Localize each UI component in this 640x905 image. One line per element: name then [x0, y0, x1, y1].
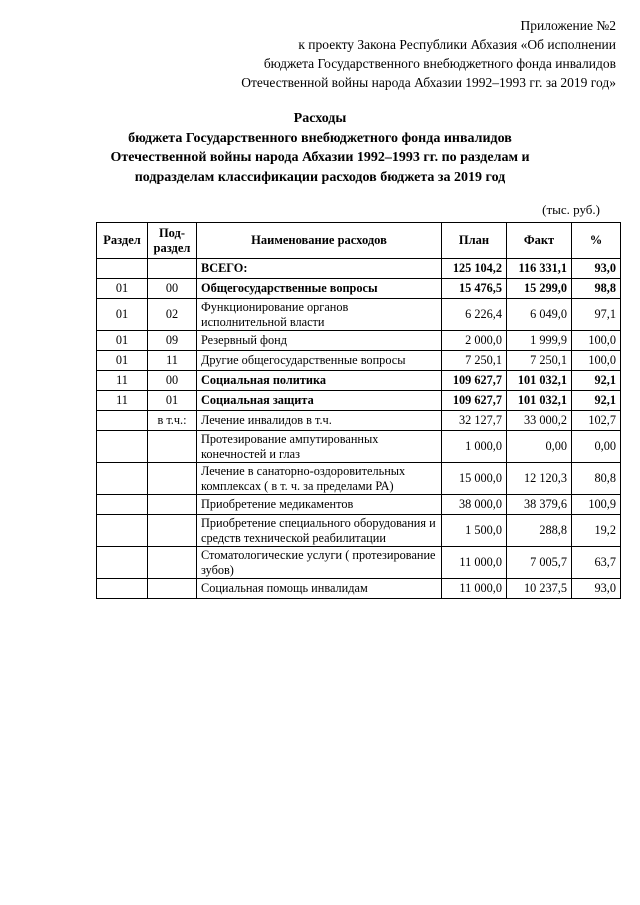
cell-fakt: 6 049,0	[507, 299, 572, 331]
cell-podrazdel	[148, 579, 197, 599]
cell-fakt: 101 032,1	[507, 391, 572, 411]
table-header-row	[97, 223, 621, 259]
cell-fakt: 15 299,0	[507, 279, 572, 299]
cell-fakt: 38 379,6	[507, 495, 572, 515]
cell-podrazdel	[148, 431, 197, 463]
cell-plan: 109 627,7	[442, 371, 507, 391]
table-row	[97, 279, 621, 299]
table-row	[97, 371, 621, 391]
cell-razdel	[97, 547, 148, 579]
cell-fakt: 10 237,5	[507, 579, 572, 599]
cell-percent: 98,8	[572, 279, 621, 299]
cell-fakt: 12 120,3	[507, 463, 572, 495]
cell-percent: 92,1	[572, 391, 621, 411]
cell-razdel	[97, 259, 148, 279]
cell-razdel	[97, 431, 148, 463]
cell-plan: 38 000,0	[442, 495, 507, 515]
table-row	[97, 547, 621, 579]
cell-name: Приобретение специального оборудования и средств технической реабилитации	[197, 515, 442, 547]
table-row	[97, 463, 621, 495]
cell-razdel: 11	[97, 371, 148, 391]
cell-name: Лечение в санаторно-оздоровительных комплексах ( в т. ч. за пределами РА)	[197, 463, 442, 495]
cell-name: Социальная политика	[197, 371, 442, 391]
cell-plan: 125 104,2	[442, 259, 507, 279]
cell-name: Протезирование ампутированных конечностей и глаз	[197, 431, 442, 463]
cell-percent: 93,0	[572, 259, 621, 279]
cell-podrazdel: в т.ч.:	[148, 411, 197, 431]
cell-razdel	[97, 463, 148, 495]
cell-name: Резервный фонд	[197, 331, 442, 351]
cell-podrazdel: 09	[148, 331, 197, 351]
cell-plan: 15 000,0	[442, 463, 507, 495]
title-line: бюджета Государственного внебюджетного фонда инвалидов	[128, 130, 512, 146]
cell-percent: 63,7	[572, 547, 621, 579]
cell-name: ВСЕГО:	[197, 259, 442, 279]
cell-fakt: 288,8	[507, 515, 572, 547]
header-line: Отечественной войны народа Абхазии 1992–1993 гг. за 2019 год»	[241, 75, 616, 90]
table-row	[97, 579, 621, 599]
cell-podrazdel	[148, 515, 197, 547]
cell-fakt: 101 032,1	[507, 371, 572, 391]
cell-name: Социальная помощь инвалидам	[197, 579, 442, 599]
cell-podrazdel: 00	[148, 371, 197, 391]
table-row	[97, 351, 621, 371]
cell-percent: 92,1	[572, 371, 621, 391]
cell-razdel: 01	[97, 299, 148, 331]
table-body	[97, 259, 621, 599]
header-line: к проекту Закона Республики Абхазия «Об исполнении	[298, 37, 616, 52]
table-row	[97, 331, 621, 351]
cell-name: Функционирование органов исполнительной власти	[197, 299, 442, 331]
cell-name: Стоматологические услуги ( протезирование зубов)	[197, 547, 442, 579]
table-row	[97, 495, 621, 515]
cell-name: Социальная защита	[197, 391, 442, 411]
cell-podrazdel: 00	[148, 279, 197, 299]
cell-plan: 15 476,5	[442, 279, 507, 299]
cell-razdel: 01	[97, 331, 148, 351]
cell-razdel: 01	[97, 279, 148, 299]
cell-razdel	[97, 411, 148, 431]
document-title	[24, 109, 616, 187]
cell-fakt: 116 331,1	[507, 259, 572, 279]
cell-plan: 1 500,0	[442, 515, 507, 547]
cell-plan: 11 000,0	[442, 579, 507, 599]
cell-razdel	[97, 515, 148, 547]
cell-podrazdel: 01	[148, 391, 197, 411]
cell-plan: 6 226,4	[442, 299, 507, 331]
units-note: (тыс. руб.)	[542, 202, 600, 217]
cell-plan: 1 000,0	[442, 431, 507, 463]
cell-percent: 0,00	[572, 431, 621, 463]
cell-name: Общегосударственные вопросы	[197, 279, 442, 299]
column-header-name: Наименование расходов	[197, 223, 442, 259]
cell-percent: 102,7	[572, 411, 621, 431]
cell-percent: 97,1	[572, 299, 621, 331]
cell-fakt: 33 000,2	[507, 411, 572, 431]
table-header	[97, 223, 621, 259]
column-header-fakt: Факт	[507, 223, 572, 259]
cell-podrazdel: 02	[148, 299, 197, 331]
cell-plan: 2 000,0	[442, 331, 507, 351]
cell-plan: 7 250,1	[442, 351, 507, 371]
column-header-percent: %	[572, 223, 621, 259]
title-line: Отечественной войны народа Абхазии 1992–1993 гг. по разделам и	[110, 150, 530, 165]
cell-percent: 93,0	[572, 579, 621, 599]
table-row	[97, 259, 621, 279]
table-row	[97, 299, 621, 331]
title-line: подразделам классификации расходов бюджета за 2019 год	[134, 169, 506, 185]
document-header	[24, 16, 616, 92]
cell-percent: 19,2	[572, 515, 621, 547]
cell-razdel: 01	[97, 351, 148, 371]
table-row	[97, 515, 621, 547]
cell-name: Лечение инвалидов в т.ч.	[197, 411, 442, 431]
cell-fakt: 7 005,7	[507, 547, 572, 579]
cell-percent: 80,8	[572, 463, 621, 495]
cell-plan: 11 000,0	[442, 547, 507, 579]
cell-plan: 109 627,7	[442, 391, 507, 411]
cell-fakt: 7 250,1	[507, 351, 572, 371]
cell-razdel	[97, 495, 148, 515]
title-line: Расходы	[293, 111, 347, 126]
cell-percent: 100,0	[572, 351, 621, 371]
cell-razdel: 11	[97, 391, 148, 411]
table-row	[97, 391, 621, 411]
column-header-razdel: Раздел	[97, 223, 148, 259]
cell-podrazdel	[148, 463, 197, 495]
cell-fakt: 0,00	[507, 431, 572, 463]
cell-name: Приобретение медикаментов	[197, 495, 442, 515]
cell-plan: 32 127,7	[442, 411, 507, 431]
table-row	[97, 431, 621, 463]
cell-percent: 100,9	[572, 495, 621, 515]
header-line: бюджета Государственного внебюджетного фонда инвалидов	[263, 56, 616, 71]
cell-podrazdel	[148, 547, 197, 579]
expenses-table	[96, 222, 621, 599]
cell-percent: 100,0	[572, 331, 621, 351]
table-row	[97, 411, 621, 431]
cell-podrazdel	[148, 259, 197, 279]
column-header-podrazdel: Под-раздел	[148, 223, 197, 259]
header-line: Приложение №2	[520, 18, 616, 33]
cell-podrazdel	[148, 495, 197, 515]
cell-razdel	[97, 579, 148, 599]
cell-fakt: 1 999,9	[507, 331, 572, 351]
cell-podrazdel: 11	[148, 351, 197, 371]
column-header-plan: План	[442, 223, 507, 259]
cell-name: Другие общегосударственные вопросы	[197, 351, 442, 371]
